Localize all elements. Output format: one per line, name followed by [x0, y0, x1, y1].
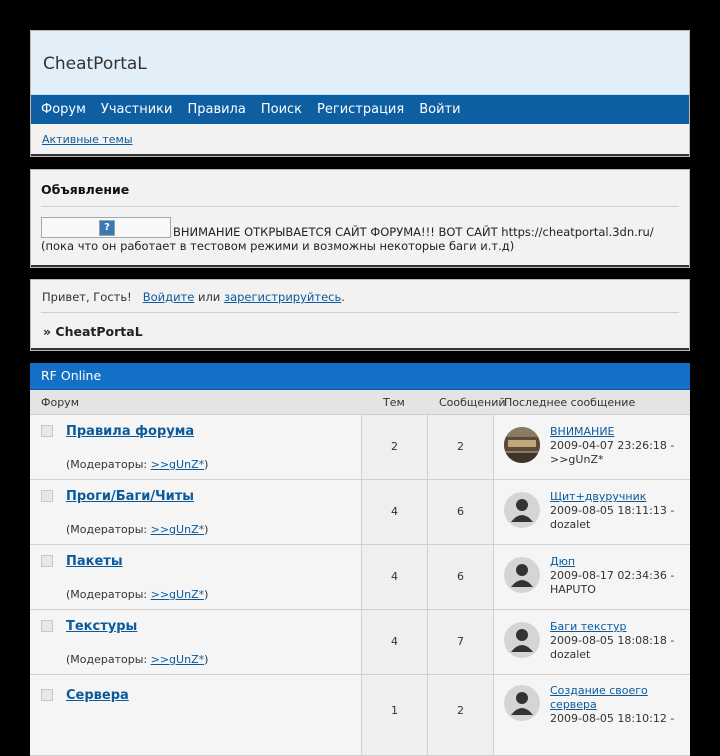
moderators — [66, 653, 208, 666]
sub-nav — [31, 124, 689, 154]
announcement-title: Объявление — [41, 182, 130, 197]
moderators-prefix: (Модераторы: — [66, 588, 151, 601]
nav-forum[interactable]: Форум — [41, 102, 86, 117]
register-link[interactable]: зарегистрируйтесь — [223, 290, 342, 304]
period-text: . — [341, 290, 345, 304]
moderators-suffix: ) — [204, 458, 209, 471]
moderators — [66, 588, 208, 601]
divider — [41, 206, 679, 207]
posts-count: 7 — [427, 610, 493, 674]
posts-count: 6 — [427, 545, 493, 609]
forum-name-link[interactable]: Проги/Баги/Читы — [66, 489, 195, 504]
forum-status-icon — [41, 425, 53, 437]
forum-status-icon — [41, 620, 53, 632]
forum-row — [30, 675, 690, 756]
forum-status-icon — [41, 555, 53, 567]
divider — [31, 154, 689, 156]
forum-name-link[interactable]: Пакеты — [66, 554, 123, 569]
last-post-date: 2009-08-05 18:08:18 - — [550, 634, 675, 647]
nav-rules[interactable]: Правила — [187, 102, 246, 117]
last-post — [550, 490, 688, 532]
moderator-link[interactable]: >>gUnZ* — [150, 458, 205, 471]
category-header[interactable]: RF Online — [30, 363, 690, 390]
nav-members[interactable]: Участники — [100, 102, 173, 117]
last-post-date: 2009-04-07 23:26:18 - — [550, 439, 675, 452]
nav-search[interactable]: Поиск — [260, 102, 303, 117]
last-post-user: dozalet — [550, 518, 591, 531]
moderators-prefix: (Модераторы: — [66, 458, 151, 471]
posts-count: 6 — [427, 480, 493, 544]
announcement-body — [41, 217, 677, 253]
forum-name-link[interactable]: Текстуры — [66, 619, 138, 634]
moderators-prefix: (Модераторы: — [66, 523, 151, 536]
posts-count: 2 — [427, 415, 493, 479]
moderator-link[interactable]: >>gUnZ* — [150, 523, 205, 536]
login-link[interactable]: Войдите — [142, 290, 195, 304]
last-post-date: 2009-08-05 18:10:12 - — [550, 712, 675, 725]
forum-status-icon — [41, 490, 53, 502]
last-post-link[interactable]: Дюп — [550, 555, 576, 568]
last-post — [550, 555, 688, 597]
default-avatar-icon[interactable] — [504, 557, 540, 593]
last-post-user: dozalet — [550, 648, 591, 661]
last-post-link[interactable]: Баги текстур — [550, 620, 627, 633]
moderators-suffix: ) — [204, 523, 209, 536]
divider — [41, 312, 679, 313]
main-nav — [31, 95, 689, 124]
forum-status-icon — [41, 689, 53, 701]
active-topics-link[interactable]: Активные темы — [42, 133, 133, 146]
column-forum: Форум — [41, 396, 79, 409]
default-avatar-icon[interactable] — [504, 685, 540, 721]
moderators-suffix: ) — [204, 653, 209, 666]
forum-header — [30, 30, 690, 157]
topics-count: 1 — [361, 675, 427, 755]
topics-count: 4 — [361, 610, 427, 674]
last-post-user: >>gUnZ* — [550, 453, 604, 466]
last-post — [550, 425, 688, 467]
topics-count: 4 — [361, 545, 427, 609]
column-headers — [30, 390, 690, 415]
last-post-link[interactable]: ВНИМАНИЕ — [550, 425, 615, 438]
forum-table — [30, 363, 690, 733]
announcement-panel — [30, 169, 690, 268]
forum-row — [30, 545, 690, 610]
forum-row — [30, 480, 690, 545]
default-avatar-icon[interactable] — [504, 492, 540, 528]
last-post — [550, 620, 688, 662]
announcement-text: ВНИМАНИЕ ОТКРЫВАЕТСЯ САЙТ ФОРУМА!!! ВОТ САЙТ https://cheatportal.3dn.ru/ (пока что он работает в тестовом режими и возможны некоторые баги и.т.д) — [41, 225, 654, 253]
last-post-link[interactable]: Щит+двуручник — [550, 490, 647, 503]
moderator-link[interactable]: >>gUnZ* — [150, 653, 205, 666]
site-logo[interactable]: CheatPortaL — [31, 31, 689, 95]
topics-count: 4 — [361, 480, 427, 544]
or-text: или — [197, 290, 221, 304]
last-post-date: 2009-08-17 02:34:36 - — [550, 569, 675, 582]
last-post-user: HAPUTO — [550, 583, 596, 596]
moderators-prefix: (Модераторы: — [66, 653, 151, 666]
moderators — [66, 458, 208, 471]
forum-name-link[interactable]: Правила форума — [66, 424, 195, 439]
forum-name-link[interactable]: Сервера — [66, 688, 129, 703]
column-last-post: Последнее сообщение — [504, 396, 636, 409]
breadcrumb[interactable]: » CheatPortaL — [43, 324, 143, 339]
nav-login[interactable]: Войти — [419, 102, 461, 117]
divider — [31, 348, 689, 350]
column-topics: Тем — [383, 396, 405, 409]
avatar[interactable] — [504, 427, 540, 463]
forum-row — [30, 415, 690, 480]
moderators-suffix: ) — [204, 588, 209, 601]
welcome-panel — [30, 279, 690, 351]
broken-image-icon: ? — [41, 217, 171, 238]
topics-count: 2 — [361, 415, 427, 479]
divider — [31, 265, 689, 267]
moderator-link[interactable]: >>gUnZ* — [150, 588, 205, 601]
column-posts: Сообщений — [439, 396, 506, 409]
last-post-link[interactable]: Создание своего сервера — [550, 684, 648, 711]
greeting-line — [42, 290, 345, 304]
forum-row — [30, 610, 690, 675]
default-avatar-icon[interactable] — [504, 622, 540, 658]
moderators — [66, 523, 208, 536]
posts-count: 2 — [427, 675, 493, 755]
nav-register[interactable]: Регистрация — [317, 102, 405, 117]
last-post-date: 2009-08-05 18:11:13 - — [550, 504, 675, 517]
greeting-text: Привет, Гость! — [42, 290, 132, 304]
